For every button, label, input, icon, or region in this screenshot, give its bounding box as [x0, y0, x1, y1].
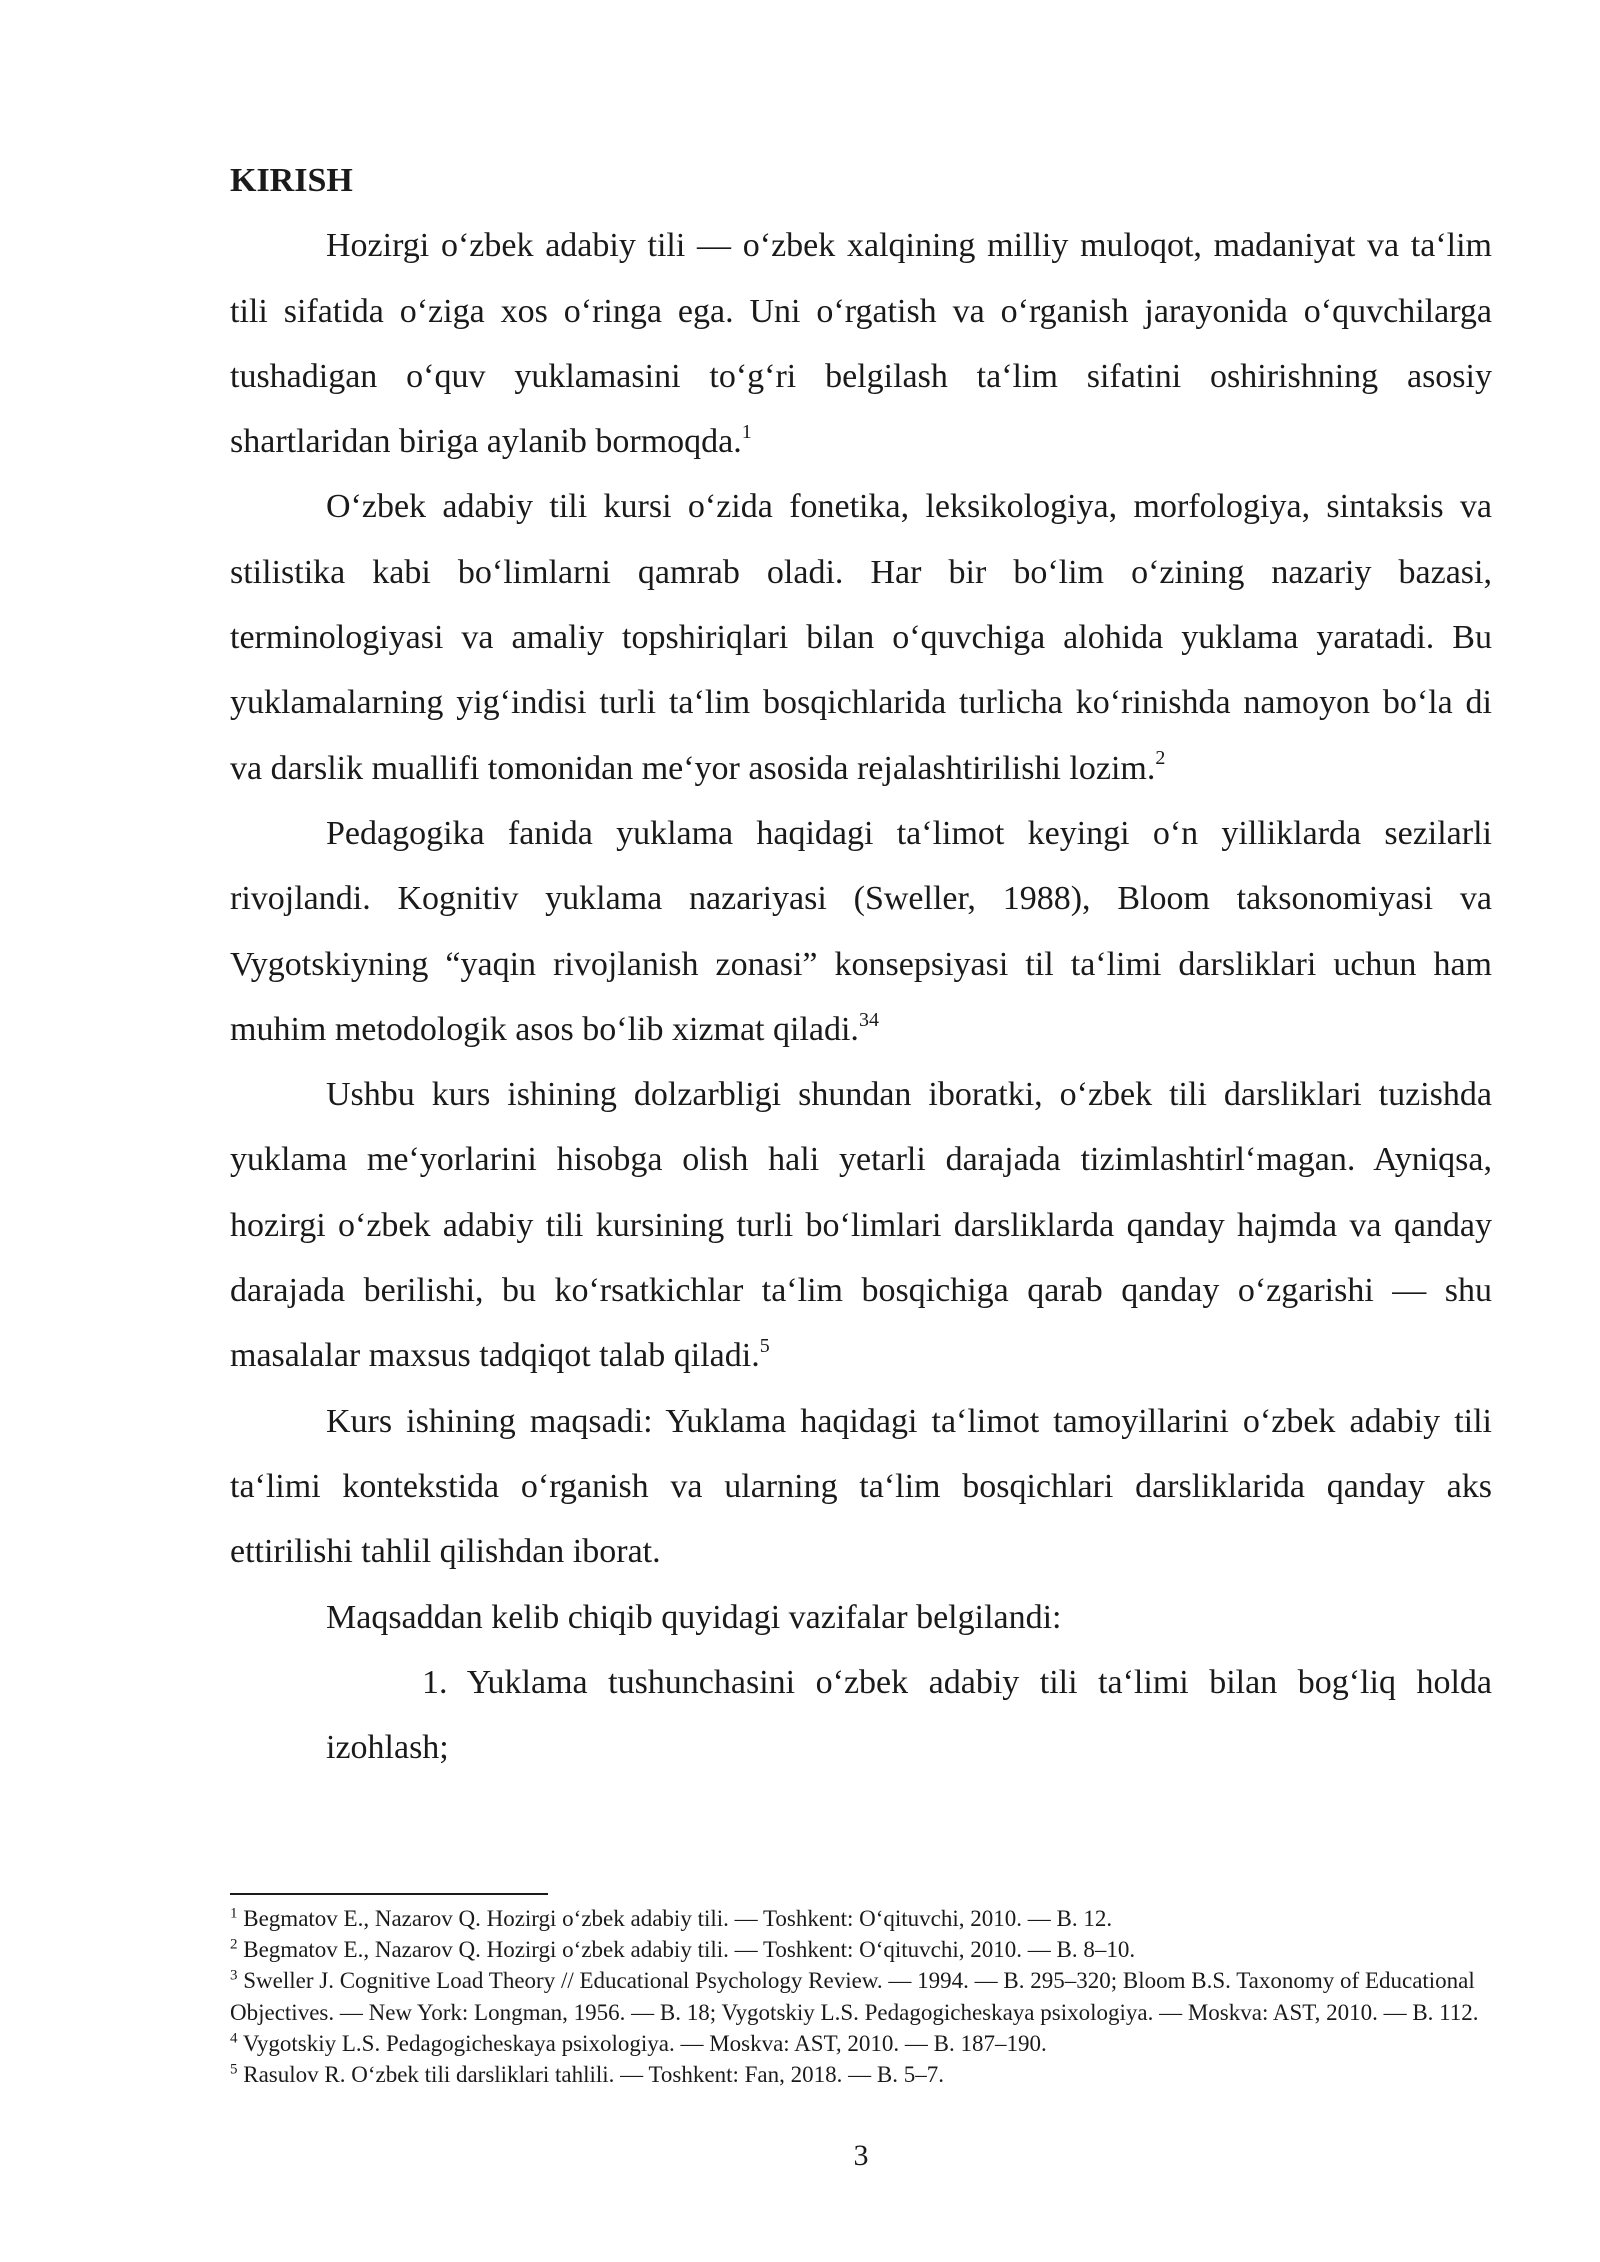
list-item: 1. Yuklama tushunchasini o‘zbek adabiy tili ta‘limi bilan bog‘liq holda izohlash;: [326, 1663, 1492, 1767]
paragraph: [230, 1062, 1492, 1388]
footnote-ref: 1: [741, 420, 752, 443]
footnote-separator: [230, 1893, 548, 1895]
footnote-text: Begmatov E., Nazarov Q. Hozirgi o‘zbek adabiy tili. — Toshkent: O‘qituvchi, 2010. — B. 8–10.: [243, 1937, 1136, 1963]
paragraph: [230, 213, 1492, 474]
footnote-number: 5: [230, 2061, 238, 2078]
footnote: [230, 1903, 1492, 1934]
paragraph-text: Pedagogika fanida yuklama haqidagi ta‘limot keyingi o‘n yilliklarda sezilarli rivojlandi. Kognitiv yuklama nazariyasi (Sweller, 1988), Bloom taksonomiyasi va Vygotskiyning “yaqin rivojlanish zonasi” konsepsiyasi til ta‘limi darsliklari uchun ham muhim metodologik asos bo‘lib xizmat qiladi.: [230, 814, 1492, 1048]
page-number: 3: [853, 2139, 869, 2172]
footnote-ref: 2: [1155, 747, 1166, 770]
footnote-number: 2: [230, 1936, 238, 1953]
paragraph-text: O‘zbek adabiy tili kursi o‘zida fonetika, leksikologiya, morfologiya, sintaksis va stilistika kabi bo‘limlarni qamrab oladi. Har bir bo‘lim o‘zining nazariy bazasi, terminologiyasi va amaliy topshiriqlari bilan o‘quvchiga alohida yuklama yaratadi. Bu yuklamalarning yig‘indisi turli ta‘lim bosqichlarida turlicha ko‘rinishda namoyon bo‘la di va darslik muallifi tomonidan me‘yor asosida rejalashtirilishi lozim.: [230, 488, 1492, 787]
footnotes: [230, 1903, 1492, 2090]
footnote-ref: 34: [858, 1008, 879, 1031]
paragraph-text: Hozirgi o‘zbek adabiy tili — o‘zbek xalqining milliy muloqot, madaniyat va ta‘lim tili sifatida o‘ziga xos o‘ringa ega. Uni o‘rgatish va o‘rganish jarayonida o‘quvchilarga tushadigan o‘quv yuklamasini to‘g‘ri belgilash ta‘lim sifatini oshirishning asosiy shartlaridan biriga aylanib bormoqda.: [230, 227, 1492, 461]
paragraph-text: Kurs ishining maqsadi: Yuklama haqidagi ta‘limot tamoyillarini o‘zbek adabiy tili ta‘limi kontekstida o‘rganish va ularning ta‘lim bosqichlari darsliklarida qanday aks ettirilishi tahlil qilishdan iborat.: [230, 1402, 1492, 1571]
footnote-text: Sweller J. Cognitive Load Theory // Educational Psychology Review. — 1994. — B. 295–320; Bloom B.S. Taxonomy of Educational Objectives. — New York: Longman, 1956. — B. 18; Vygotskiy L.S. Pedagogicheskaya psixologiya. — Moskva: AST, 2010. — B. 112.: [230, 1968, 1479, 2025]
footnote-text: Begmatov E., Nazarov Q. Hozirgi o‘zbek adabiy tili. — Toshkent: O‘qituvchi, 2010. — B. 12.: [243, 1906, 1113, 1931]
main-text: [230, 148, 1492, 1780]
footnote-text: Rasulov R. O‘zbek tili darsliklari tahlili. — Toshkent: Fan, 2018. — B. 5–7.: [243, 2062, 944, 2088]
paragraph: [230, 474, 1492, 800]
paragraph: [230, 1389, 1492, 1585]
paragraph-text: Ushbu kurs ishining dolzarbligi shundan iboratki, o‘zbek tili darsliklari tuzishda yuklama me‘yorlarini hisobga olish hali yetarli darajada tizimlashtirl‘magan. Ayniqsa, hozirgi o‘zbek adabiy tili kursining turli bo‘limlari darsliklarda qanday hajmda va qanday darajada berilishi, bu ko‘rsatkichlar ta‘lim bosqichiga qarab qanday o‘zgarishi — shu masalalar maxsus tadqiqot talab qiladi.: [230, 1076, 1492, 1375]
footnote: [230, 2059, 1492, 2090]
footnote-number: 1: [230, 1905, 238, 1922]
paragraph: [230, 801, 1492, 1062]
footnote: [230, 1965, 1492, 2027]
footnote-ref: 5: [759, 1335, 770, 1358]
paragraph-text: Maqsaddan kelib chiqib quyidagi vazifalar belgilandi:: [326, 1598, 1062, 1636]
footnote: [230, 1934, 1492, 1965]
footnote-number: 4: [230, 2030, 238, 2047]
footnote: [230, 2028, 1492, 2059]
footnote-text: Vygotskiy L.S. Pedagogicheskaya psixologiya. — Moskva: AST, 2010. — B. 187–190.: [242, 2030, 1047, 2056]
paragraph: [230, 1585, 1492, 1650]
footnote-number: 3: [230, 1967, 238, 1984]
section-heading: KIRISH: [230, 162, 353, 199]
